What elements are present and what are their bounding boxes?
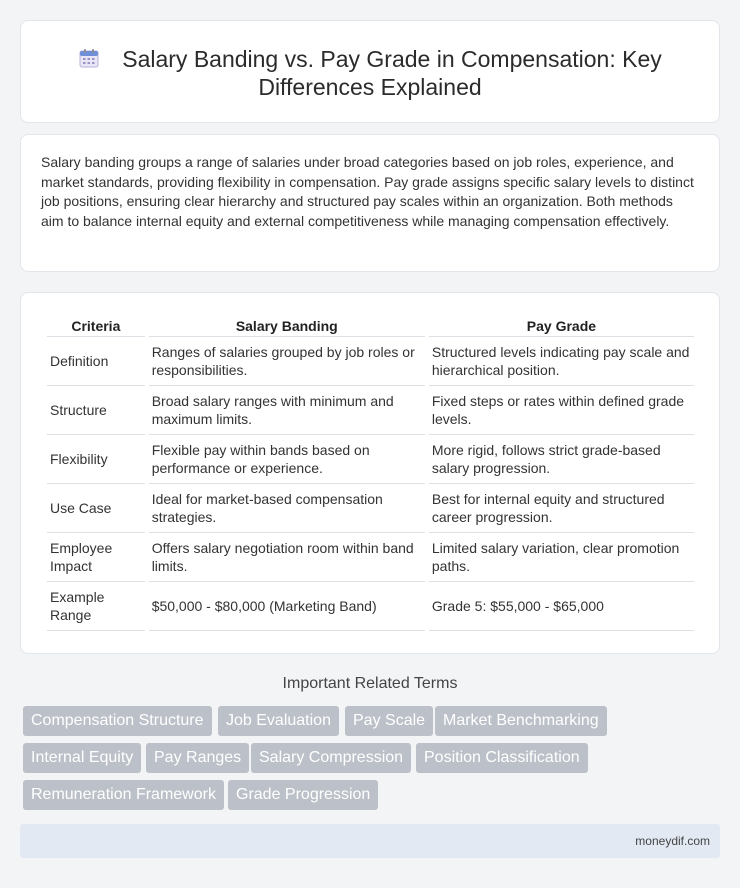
salary-banding-cell: $50,000 - $80,000 (Marketing Band) [149, 582, 425, 631]
tag-market-benchmarking[interactable]: Market Benchmarking [435, 706, 607, 736]
pay-grade-cell: Fixed steps or rates within defined grade levels. [429, 386, 694, 435]
tag-internal-equity[interactable]: Internal Equity [23, 743, 141, 773]
tag-salary-compression[interactable]: Salary Compression [251, 743, 411, 773]
criteria-cell: Structure [47, 386, 145, 435]
intro-card [20, 134, 720, 272]
header-pay-grade: Pay Grade [429, 315, 694, 337]
table-header-row [47, 315, 694, 337]
page-title: Salary Banding vs. Pay Grade in Compensation: Key Differences Explained [122, 46, 662, 100]
related-terms-title: Important Related Terms [282, 675, 458, 692]
table-row [47, 533, 694, 582]
tag-pay-scale[interactable]: Pay Scale [345, 706, 433, 736]
criteria-cell: Definition [47, 337, 145, 386]
intro-text: Salary banding groups a range of salaries under broad categories based on job roles, experience, and market standards, providing flexibility in compensation. Pay grade assigns specific salary levels to distinct job positions, ensuring clear hierarchy and structured pay scales within an organization. Both methods aim to balance internal equity and external competitiveness while managing compensation effectively. [41, 154, 694, 229]
comparison-card [20, 292, 720, 654]
salary-banding-cell: Ideal for market-based compensation strategies. [149, 484, 425, 533]
pay-grade-cell: Grade 5: $55,000 - $65,000 [429, 582, 694, 631]
table-row [47, 484, 694, 533]
tag-job-evaluation[interactable]: Job Evaluation [218, 706, 339, 736]
footer [20, 824, 720, 858]
criteria-cell: Example Range [47, 582, 145, 631]
salary-banding-cell: Offers salary negotiation room within band limits. [149, 533, 425, 582]
table-row [47, 337, 694, 386]
criteria-cell: Employee Impact [47, 533, 145, 582]
pay-grade-cell: Structured levels indicating pay scale and hierarchical position. [429, 337, 694, 386]
page-title-wrap [21, 45, 719, 101]
header-salary-banding: Salary Banding [149, 315, 425, 337]
tag-position-classification[interactable]: Position Classification [416, 743, 588, 773]
pay-grade-cell: Best for internal equity and structured career progression. [429, 484, 694, 533]
tag-remuneration-framework[interactable]: Remuneration Framework [23, 780, 224, 810]
table-row [47, 386, 694, 435]
criteria-cell: Use Case [47, 484, 145, 533]
tag-pay-ranges[interactable]: Pay Ranges [146, 743, 249, 773]
footer-site[interactable]: moneydif.com [635, 834, 710, 848]
table-row [47, 435, 694, 484]
tag-grade-progression[interactable]: Grade Progression [228, 780, 378, 810]
title-card [20, 20, 720, 123]
tag-compensation-structure[interactable]: Compensation Structure [23, 706, 212, 736]
calendar-icon [78, 47, 100, 69]
comparison-table [43, 315, 698, 631]
salary-banding-cell: Broad salary ranges with minimum and maximum limits. [149, 386, 425, 435]
header-criteria: Criteria [47, 315, 145, 337]
table-row [47, 582, 694, 631]
pay-grade-cell: Limited salary variation, clear promotion paths. [429, 533, 694, 582]
pay-grade-cell: More rigid, follows strict grade-based salary progression. [429, 435, 694, 484]
salary-banding-cell: Ranges of salaries grouped by job roles or responsibilities. [149, 337, 425, 386]
criteria-cell: Flexibility [47, 435, 145, 484]
salary-banding-cell: Flexible pay within bands based on performance or experience. [149, 435, 425, 484]
